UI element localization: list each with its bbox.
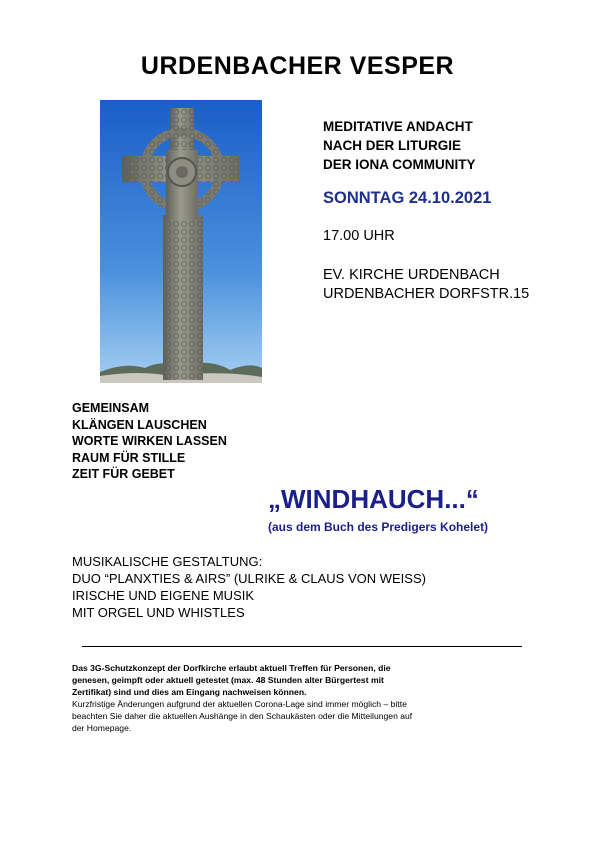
music-line: IRISCHE UND EIGENE MUSIK (72, 588, 255, 603)
notice-line: Kurzfristige Änderungen aufgrund der aktuellen Corona-Lage sind immer möglich – bitte (72, 699, 407, 709)
notice-line: beachten Sie daher die aktuellen Aushänge in den Schaukästen oder die Mitteilungen auf (72, 711, 413, 721)
notice-bold-line: Zertifikat) sind und dies am Eingang nachweisen können. (72, 687, 307, 697)
notice-bold-line: Das 3G-Schutzkonzept der Dorfkirche erlaubt aktuell Treffen für Personen, die (72, 663, 391, 673)
notice-block (72, 662, 532, 734)
music-info (72, 553, 426, 621)
event-date: SONNTAG 24.10.2021 (323, 189, 492, 207)
place-line: EV. KIRCHE URDENBACH (323, 267, 500, 283)
motto-subtitle: (aus dem Buch des Predigers Kohelet) (268, 520, 489, 534)
subtitle-line: DER IONA COMMUNITY (323, 157, 476, 172)
motto-title: „WINDHAUCH...“ (268, 484, 479, 514)
themes-list (72, 400, 227, 483)
theme-item: RAUM FÜR STILLE (72, 450, 186, 465)
event-place (323, 266, 529, 304)
place-line: URDENBACHER DORFSTR.15 (323, 286, 530, 302)
music-line: MUSIKALISCHE GESTALTUNG: (72, 554, 263, 569)
theme-item: WORTE WIRKEN LASSEN (72, 434, 227, 448)
theme-item: GEMEINSAM (72, 401, 150, 415)
theme-item: ZEIT FÜR GEBET (72, 467, 175, 481)
celtic-cross-photo (100, 100, 262, 383)
subtitle-line: NACH DER LITURGIE (323, 138, 461, 153)
theme-item: KLÄNGEN LAUSCHEN (72, 417, 207, 432)
event-subtitle (323, 117, 476, 174)
divider-line (82, 646, 522, 647)
music-line: DUO “PLANXTIES & AIRS” (ULRIKE & CLAUS VON WEISS) (72, 571, 426, 586)
notice-line: der Homepage. (72, 723, 132, 733)
music-line: MIT ORGEL UND WHISTLES (72, 605, 245, 620)
notice-bold-line: genesen, geimpft oder aktuell getestet (max. 48 Stunden alter Bürgertest mit (72, 675, 384, 685)
subtitle-line: MEDITATIVE ANDACHT (323, 119, 473, 134)
event-time: 17.00 UHR (323, 228, 395, 244)
page-title: URDENBACHER VESPER (140, 52, 455, 80)
